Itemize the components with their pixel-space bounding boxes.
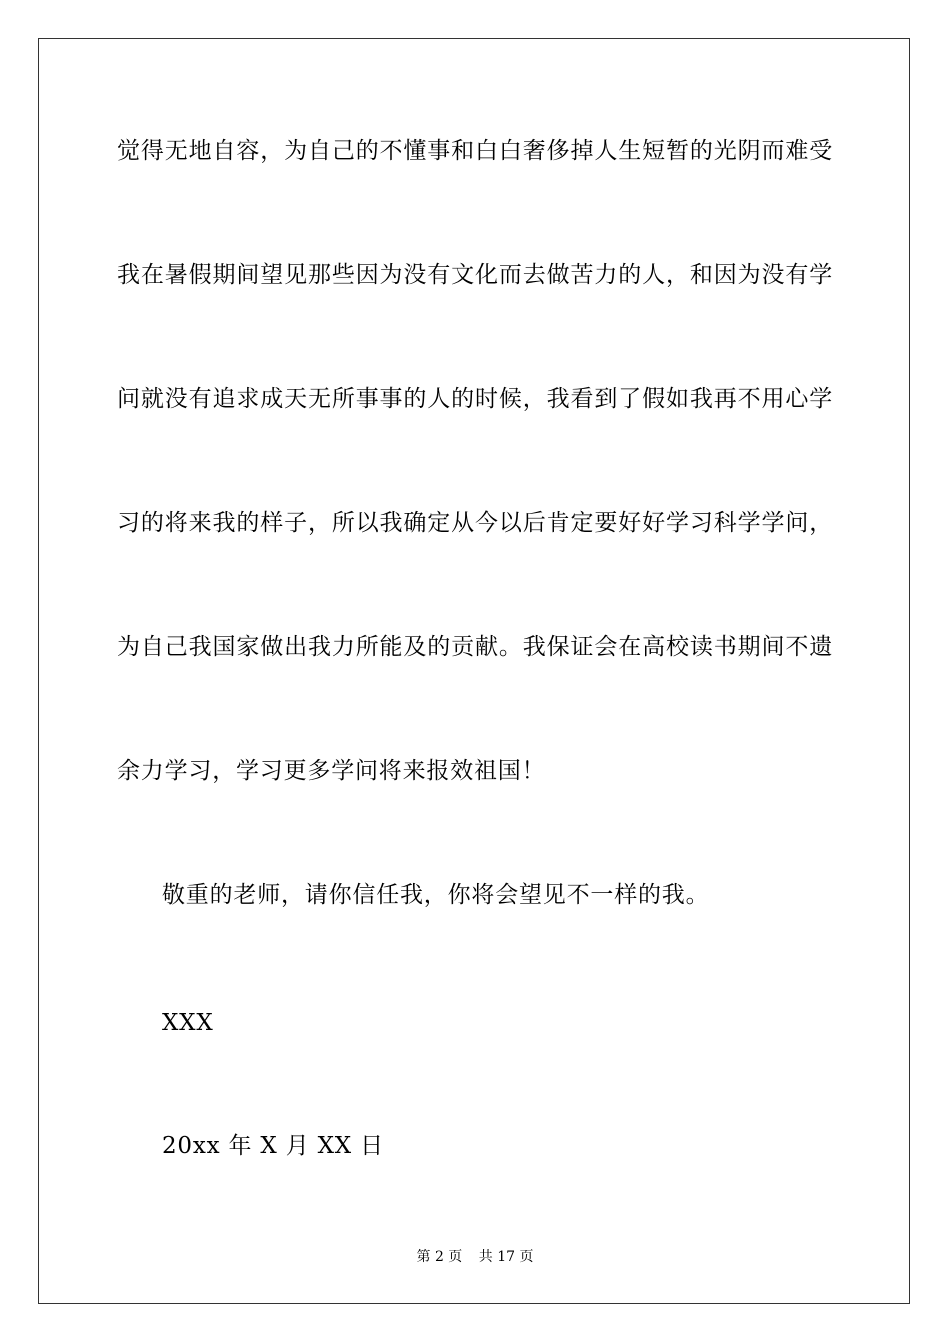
closing-line: 敬重的老师，请你信任我，你将会望见不一样的我。 [162, 882, 710, 908]
page-total: 共 17 页 [478, 1249, 534, 1265]
date-line: 20xx 年 X 月 XX 日 [162, 1133, 384, 1159]
paragraph-line-3: 问就没有追求成天无所事事的人的时候，我看到了假如我再不用心学 [117, 386, 833, 412]
page-footer [0, 1248, 950, 1266]
paragraph-line-2: 我在暑假期间望见那些因为没有文化而去做苦力的人，和因为没有学 [117, 262, 833, 288]
page-border [38, 38, 910, 1304]
signature: XXX [162, 1010, 214, 1036]
paragraph-line-1: 觉得无地自容，为自己的不懂事和白白奢侈掉人生短暂的光阴而难受 [117, 138, 833, 164]
paragraph-line-5: 为自己我国家做出我力所能及的贡献。我保证会在高校读书期间不遗 [117, 634, 833, 660]
paragraph-line-4: 习的将来我的样子，所以我确定从今以后肯定要好好学习科学学问， [117, 510, 833, 536]
page-number: 第 2 页 [416, 1249, 463, 1265]
paragraph-line-6: 余力学习，学习更多学问将来报效祖国！ [117, 758, 546, 784]
